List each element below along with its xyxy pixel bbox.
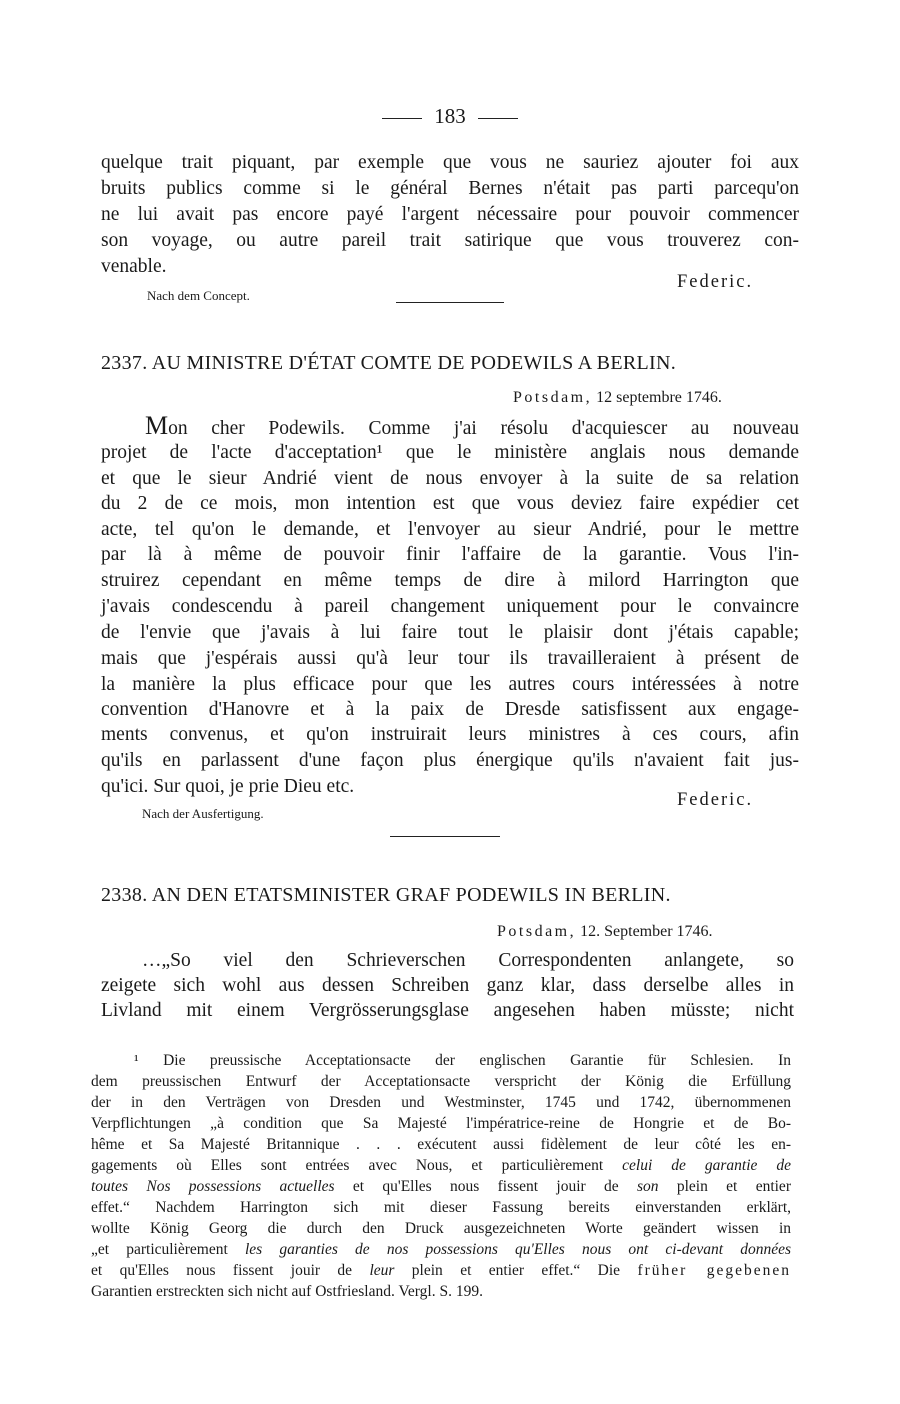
footnote-line: ¹ Die preussische Acceptationsacte der englischen Garantie für Schlesien. In <box>134 1052 791 1069</box>
letter-2337-heading: 2337. AU MINISTRE D'ÉTAT COMTE DE PODEWILS A BERLIN. <box>101 352 677 374</box>
letter-2337-line: acte, tel qu'on le demande, et l'envoyer au sieur Andrié, pour le mettre <box>101 519 799 540</box>
letter-2337-first-line <box>145 413 799 442</box>
footnote-text: plein et entier <box>658 1178 791 1195</box>
footnote-italic: leur <box>369 1262 395 1279</box>
letter-2337-line: convention d'Hanovre et à la paix de Dresde satisfissent aux engage- <box>101 699 799 720</box>
footnote-text: plein et entier effet.“ Die <box>394 1262 638 1279</box>
page-number-dash-right <box>478 118 518 119</box>
letter-2337-line: ments convenus, et qu'on instruirait leurs ministres à ces cours, afin <box>101 724 799 745</box>
footnote-line: Verpflichtungen „à condition que Sa Majesté l'impératrice-reine de Hongrie et de Bo- <box>91 1115 791 1132</box>
footnote-line: Garantien erstreckten sich nicht auf Ostfriesland. Vergl. S. 199. <box>91 1283 483 1300</box>
footnote-text: „et particulièrement <box>91 1241 245 1258</box>
letter-2338-date-place: Potsdam, <box>497 923 577 940</box>
letter-2337-initial: M <box>145 411 169 440</box>
footnote-italic: celui de garantie de <box>622 1157 791 1174</box>
letter-2337-line: la manière la plus efficace pour que les autres cours intéressées à notre <box>101 674 799 695</box>
letter-2337-first-line-text: on cher Podewils. Comme j'ai résolu d'acquiescer au nouveau <box>168 418 799 439</box>
footnote-line: effet.“ Nachdem Harrington sich mit dieser Fassung bereits einverstanden erklärt, <box>91 1199 791 1216</box>
letter-2337-line: mais que j'espérais aussi qu'à leur tour ils travailleraient à présent de <box>101 648 799 669</box>
page-number-text: 183 <box>434 104 466 128</box>
letter-2337-line: j'avais condescendu à pareil changement uniquement pour le convaincre <box>101 596 799 617</box>
footnote-line <box>91 1155 791 1176</box>
page-number <box>0 104 900 129</box>
section-divider <box>396 302 504 303</box>
intro-signature: Federic. <box>677 272 754 292</box>
page-number-dash-left <box>382 118 422 119</box>
letter-2338-first-line: …„So viel den Schrieverschen Correspondenten anlangete, so <box>142 950 794 971</box>
footnote-text: et qu'Elles nous fissent jouir de <box>334 1178 637 1195</box>
letter-2337-line: de l'envie que j'avais à lui faire tout le plaisir dont j'étais capable; <box>101 622 799 643</box>
footnote-line <box>91 1239 791 1260</box>
letter-2337-line: et que le sieur Andrié vient de nous envoyer à la suite de sa relation <box>101 468 799 489</box>
section-divider <box>390 836 500 837</box>
letter-2337-date: 12 septembre 1746. <box>596 389 722 406</box>
intro-line: son voyage, ou autre pareil trait satirique que vous trouverez con- <box>101 230 799 251</box>
intro-source: Nach dem Concept. <box>147 288 250 303</box>
letter-2337-line: par là à même de pouvoir finir l'affaire de la garantie. Vous l'in- <box>101 544 799 565</box>
letter-2338-heading: 2338. AN DEN ETATSMINISTER GRAF PODEWILS IN BERLIN. <box>101 884 671 906</box>
intro-line: bruits publics comme si le général Bernes n'était pas parti parcequ'on <box>101 178 799 199</box>
intro-line: ne lui avait pas encore payé l'argent nécessaire pour pouvoir commencer <box>101 204 799 225</box>
letter-2337-date-place: Potsdam, <box>513 389 593 406</box>
footnote-line: hême et Sa Majesté Britannique . . . exécutent aussi fidèlement de leur côté les en- <box>91 1136 791 1153</box>
letter-2337-line: du 2 de ce mois, mon intention est que vous deviez faire expédier cet <box>101 493 799 514</box>
intro-line: venable. <box>101 256 167 277</box>
letter-2337-line: struirez cependant en même temps de dire à milord Harrington que <box>101 570 799 591</box>
footnote-italic: toutes Nos possessions actuelles <box>91 1178 335 1195</box>
letter-2338-date: 12. September 1746. <box>580 923 713 940</box>
letter-2337-line: qu'ici. Sur quoi, je prie Dieu etc. <box>101 776 355 797</box>
footnote-line: wollte König Georg die durch den Druck ausgezeichneten Worte geändert wissen in <box>91 1220 791 1237</box>
footnote-italic: son <box>636 1178 659 1195</box>
footnote-line: der in den Verträgen von Dresden und Westminster, 1745 und 1742, übernommenen <box>91 1094 791 1111</box>
footnote-text: gagements où Elles sont entrées avec Nous, et particulièrement <box>91 1157 623 1174</box>
letter-2337-signature: Federic. <box>677 790 754 810</box>
footnote-line <box>91 1260 791 1281</box>
letter-2337-line: qu'ils en parlassent d'une façon plus énergique qu'ils n'avaient fait jus- <box>101 750 799 771</box>
footnote-italic: les garanties de nos possessions qu'Elles nous ont ci-devant données <box>244 1241 791 1258</box>
footnote-text: et qu'Elles nous fissent jouir de <box>91 1262 370 1279</box>
footnote-line <box>91 1176 791 1197</box>
intro-line: quelque trait piquant, par exemple que vous ne sauriez ajouter foi aux <box>101 152 799 173</box>
footnote-spaced: früher gegebenen <box>637 1262 791 1279</box>
letter-2338-line: zeigete sich wohl aus dessen Schreiben ganz klar, dass derselbe alles in <box>101 975 794 996</box>
letter-2337-line: projet de l'acte d'acceptation¹ que le ministère anglais nous demande <box>101 442 799 463</box>
letter-2338-line: Livland mit einem Vergrösserungsglase angesehen haben müsste; nicht <box>101 1000 794 1021</box>
letter-2337-source: Nach der Ausfertigung. <box>142 806 264 821</box>
letter-2337-dateline <box>513 389 722 407</box>
footnote-line: dem preussischen Entwurf der Acceptationsacte verspricht der König die Erfüllung <box>91 1073 791 1090</box>
letter-2338-dateline <box>497 923 713 941</box>
